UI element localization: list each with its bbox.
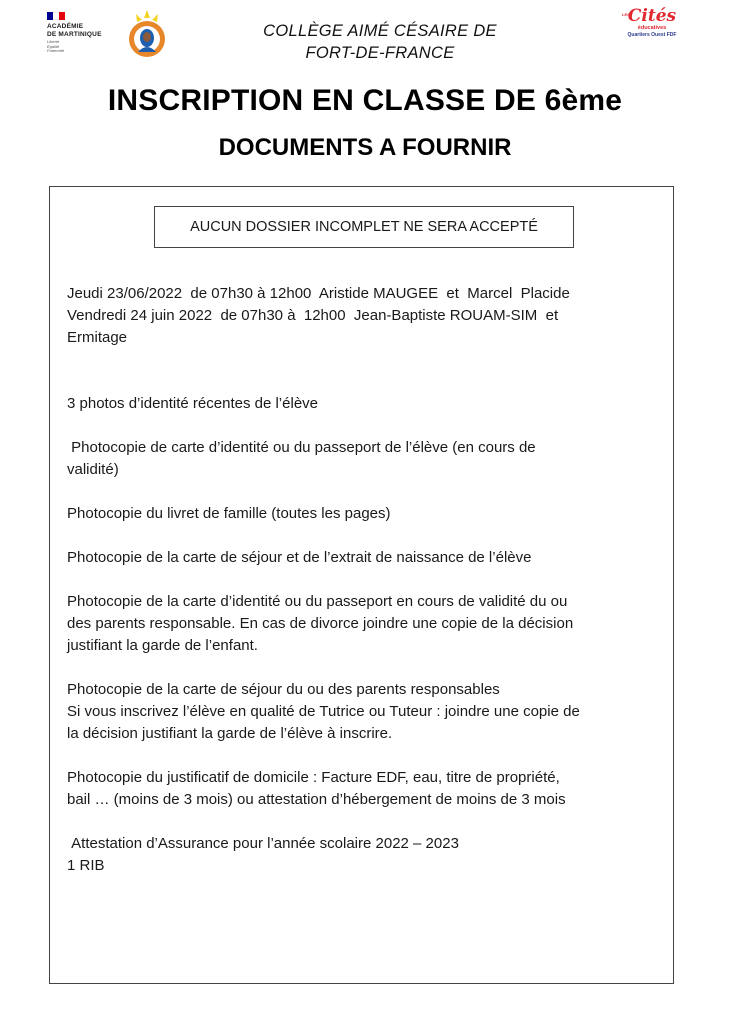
academie-name: ACADÉMIE DE MARTINIQUE [47,23,102,38]
document-item: Photocopie de la carte de séjour du ou des parents responsables Si vous inscrivez l’élève en qualité de Tutrice ou Tuteur : joindre une copie de la décision justifiant la garde de l’élève à inscrire. [67,681,580,742]
schedule-line: Jeudi 23/06/2022 de 07h30 à 12h00 Aristide MAUGEE et Marcel Placide [67,285,570,302]
cites-small-label: LES [622,12,630,17]
documents-list [67,393,659,877]
schedule-line: Vendredi 24 juin 2022 de 07h30 à 12h00 Jean-Baptiste ROUAM-SIM et [67,307,559,324]
document-item: Photocopie du livret de famille (toutes les pages) [67,505,391,522]
college-name-line2: FORT-DE-FRANCE [305,44,455,62]
document-item: Photocopie de la carte d’identité ou du passeport en cours de validité du ou des parents responsable. En cas de divorce joindre une copie de la décision justifiant la garde de l’enfant. [67,593,574,654]
document-item: Photocopie de la carte de séjour et de l’extrait de naissance de l’élève [67,549,532,566]
page-subtitle: DOCUMENTS A FOURNIR [218,134,512,161]
academie-martinique-logo [47,12,117,62]
documents-box [49,186,674,984]
document-item: 1 RIB [67,857,105,874]
college-logo [124,8,170,58]
schedule-block [67,283,655,349]
document-item: 3 photos d’identité récentes de l’élève [67,395,319,412]
document-item: Photocopie de carte d’identité ou du passeport de l’élève (en cours de validité) [67,439,536,478]
cites-sub-label: éducatives [637,25,667,31]
cites-educatives-logo [614,8,690,44]
french-flag-icon [47,12,65,20]
college-name-line1: COLLÈGE AIMÉ CÉSAIRE DE [263,22,497,40]
college-portrait-icon [124,8,170,58]
cites-quarter-label: Quartiers Ouest FDF [627,32,677,38]
document-item: Photocopie du justificatif de domicile : Facture EDF, eau, titre de propriété, bail … (moins de 3 mois) ou attestation d’hébergement de moins de 3 mois [67,769,566,808]
document-item: Attestation d’Assurance pour l’année scolaire 2022 – 2023 [67,835,459,852]
academie-motto: Liberté Égalité Fraternité [47,39,65,54]
page-title: INSCRIPTION EN CLASSE DE 6ème [107,84,623,117]
schedule-line: Ermitage [67,329,128,346]
cites-main-label: Cités [627,6,677,26]
college-name [230,20,530,64]
warning-notice: AUCUN DOSSIER INCOMPLET NE SERA ACCEPTÉ [154,206,574,248]
